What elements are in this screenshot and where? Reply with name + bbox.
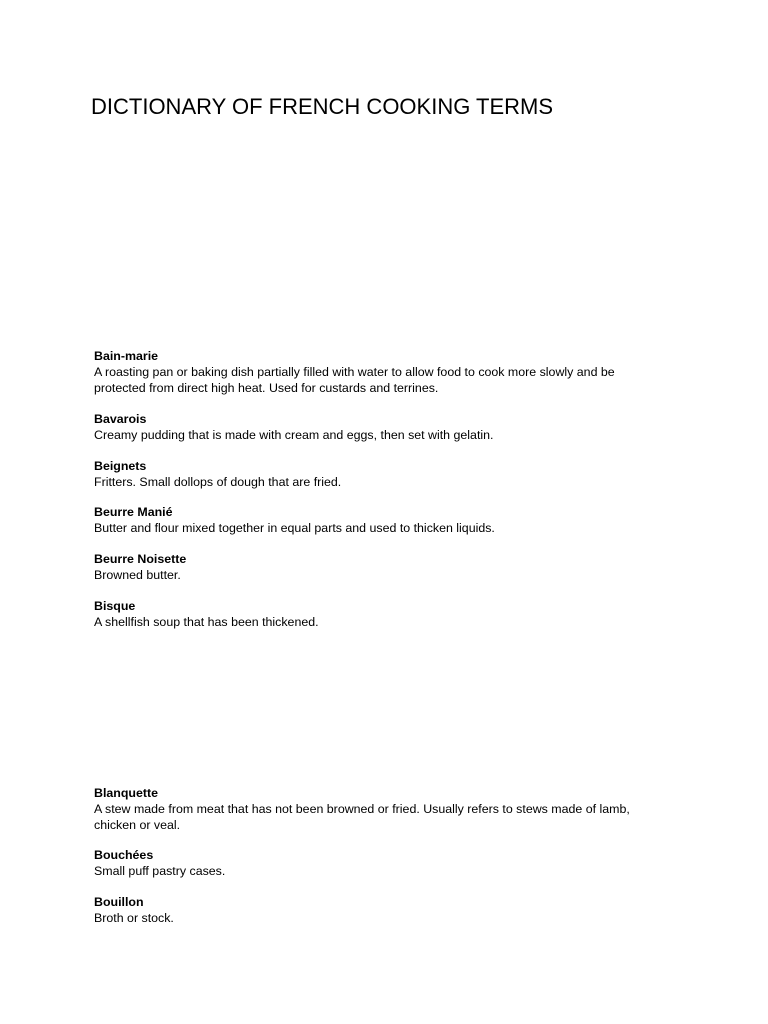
entry-term: Blanquette	[94, 786, 159, 800]
entry-definition-line: protected from direct high heat. Used for custards and terrines.	[94, 381, 439, 395]
entry-definition-line: A roasting pan or baking dish partially filled with water to allow food to cook more slowly and be	[94, 365, 615, 379]
entry-bisque	[94, 598, 694, 630]
entry-term: Bouchées	[94, 848, 154, 862]
entry-definition-line: Small puff pastry cases.	[94, 864, 226, 878]
entry-definition-line: A stew made from meat that has not been browned or fried. Usually refers to stews made of lamb,	[94, 802, 630, 816]
entry-bavarois	[94, 411, 694, 443]
entry-definition-line: chicken or veal.	[94, 818, 181, 832]
entry-definition-line: Butter and flour mixed together in equal parts and used to thicken liquids.	[94, 521, 495, 535]
entry-definition-line: Creamy pudding that is made with cream and eggs, then set with gelatin.	[94, 428, 494, 442]
entry-beurre-noisette	[94, 551, 694, 583]
entry-definition-line: Broth or stock.	[94, 911, 174, 925]
entry-beurre-manie	[94, 504, 694, 536]
entry-term: Bavarois	[94, 412, 147, 426]
entry-bouchees	[94, 847, 694, 879]
entry-term: Beurre Noisette	[94, 552, 187, 566]
entry-blanquette	[94, 785, 694, 833]
entry-definition-line: A shellfish soup that has been thickened.	[94, 615, 319, 629]
entry-bain-marie	[94, 348, 694, 396]
entry-definition-line: Browned butter.	[94, 568, 181, 582]
page-title: DICTIONARY OF FRENCH COOKING TERMS	[91, 94, 554, 119]
entry-term: Beurre Manié	[94, 505, 173, 519]
entry-term: Bisque	[94, 599, 136, 613]
entry-beignets	[94, 458, 694, 490]
entry-definition-line: Fritters. Small dollops of dough that are fried.	[94, 475, 342, 489]
entry-term: Bain-marie	[94, 349, 159, 363]
entry-bouillon	[94, 894, 694, 926]
entry-term: Beignets	[94, 459, 147, 473]
entry-term: Bouillon	[94, 895, 144, 909]
